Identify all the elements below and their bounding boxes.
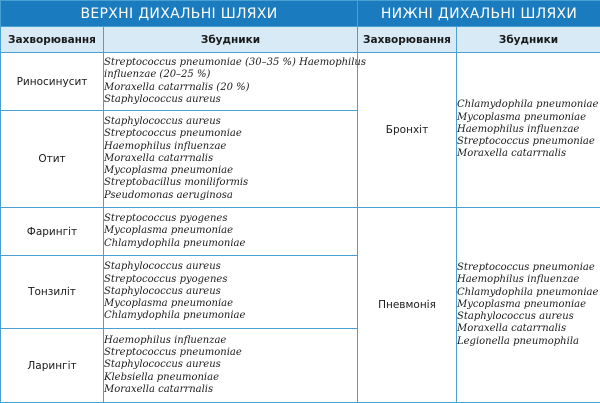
lower-col-disease-header: Захворювання [358, 27, 457, 53]
pathogen-list [104, 256, 358, 329]
disease-cell: Тонзиліт [1, 256, 104, 329]
pathogen-name: Moraxella catarrnalis [457, 323, 600, 335]
pathogen-name: Chlamydophila pneumoniae [457, 287, 600, 299]
pathogen-name: Legionella pneumophila [457, 336, 600, 348]
pathogen-name: Moraxella catarrnalis (20 %) [104, 82, 357, 94]
pathogen-list [457, 208, 600, 403]
pathogen-name: Staphylococcus aureus [104, 261, 357, 273]
pathogen-name: Staphylococcus aureus [104, 116, 357, 128]
table-row [1, 208, 600, 256]
pathogen-name: Mycoplasma pneumoniae [104, 165, 357, 177]
disease-cell: Ларингіт [1, 329, 104, 403]
pathogen-name: Streptococcus pneumoniae [104, 347, 357, 359]
pathogen-name: Moraxella catarrnalis [104, 384, 357, 396]
pathogen-list [104, 111, 358, 208]
pathogen-name: Streptococcus pneumoniae [457, 262, 600, 274]
disease-cell: Фарингіт [1, 208, 104, 256]
upper-section-title: ВЕРХНІ ДИХАЛЬНІ ШЛЯХИ [1, 1, 358, 27]
pathogen-name: Streptococcus pneumoniae (30–35 %) Haemophilus [104, 57, 357, 69]
pathogen-name: Staphylococcus aureus [104, 94, 357, 106]
pathogen-name: Streptococcus pneumoniae [457, 136, 600, 148]
pathogen-name: Moraxella catarrnalis [457, 148, 600, 160]
pathogen-name: Streptococcus pyogenes [104, 213, 357, 225]
pathogen-name: Chlamydophila pneumoniae [104, 310, 357, 322]
lower-section-title: НИЖНІ ДИХАЛЬНІ ШЛЯХИ [358, 1, 600, 27]
pathogen-list [104, 329, 358, 403]
disease-cell: Отит [1, 111, 104, 208]
pathogen-name: Streptococcus pneumoniae [104, 128, 357, 140]
pathogen-name: Mycoplasma pneumoniae [457, 299, 600, 311]
disease-cell: Пневмонія [358, 208, 457, 403]
upper-col-pathogens-header: Збудники [104, 27, 358, 53]
pathogen-name: Chlamydophila pneumoniae [104, 238, 357, 250]
pathogen-name: Haemophilus influenzae [457, 274, 600, 286]
pathogen-name: Moraxella catarrnalis [104, 153, 357, 165]
pathogen-name: influenzae (20–25 %) [104, 69, 357, 81]
pathogen-list [457, 53, 600, 208]
pathogen-name: Pseudomonas aeruginosa [104, 190, 357, 202]
table-row [1, 53, 600, 111]
pathogen-name: Staphylococcus aureus [457, 311, 600, 323]
pathogen-list [104, 53, 358, 111]
disease-cell: Риносинусит [1, 53, 104, 111]
pathogen-name: Mycoplasma pneumoniae [457, 112, 600, 124]
pathogen-name: Mycoplasma pneumoniae [104, 298, 357, 310]
pathogen-name: Streptobacillus moniliformis [104, 177, 357, 189]
pathogen-name: Haemophilus influenzae [104, 141, 357, 153]
pathogen-name: Haemophilus influenzae [104, 335, 357, 347]
pathogen-name: Klebsiella pneumoniae [104, 372, 357, 384]
pathogen-name: Chlamydophila pneumoniae [457, 99, 600, 111]
pathogen-name: Mycoplasma pneumoniae [104, 225, 357, 237]
lower-col-pathogens-header: Збудники [457, 27, 600, 53]
pathogen-name: Staphylococcus aureus [104, 359, 357, 371]
pathogen-name: Staphylococcus aureus [104, 286, 357, 298]
pathogen-name: Streptococcus pyogenes [104, 274, 357, 286]
pathogen-name: Haemophilus influenzae [457, 124, 600, 136]
disease-cell: Бронхіт [358, 53, 457, 208]
upper-col-disease-header: Захворювання [1, 27, 104, 53]
pathogen-list [104, 208, 358, 256]
